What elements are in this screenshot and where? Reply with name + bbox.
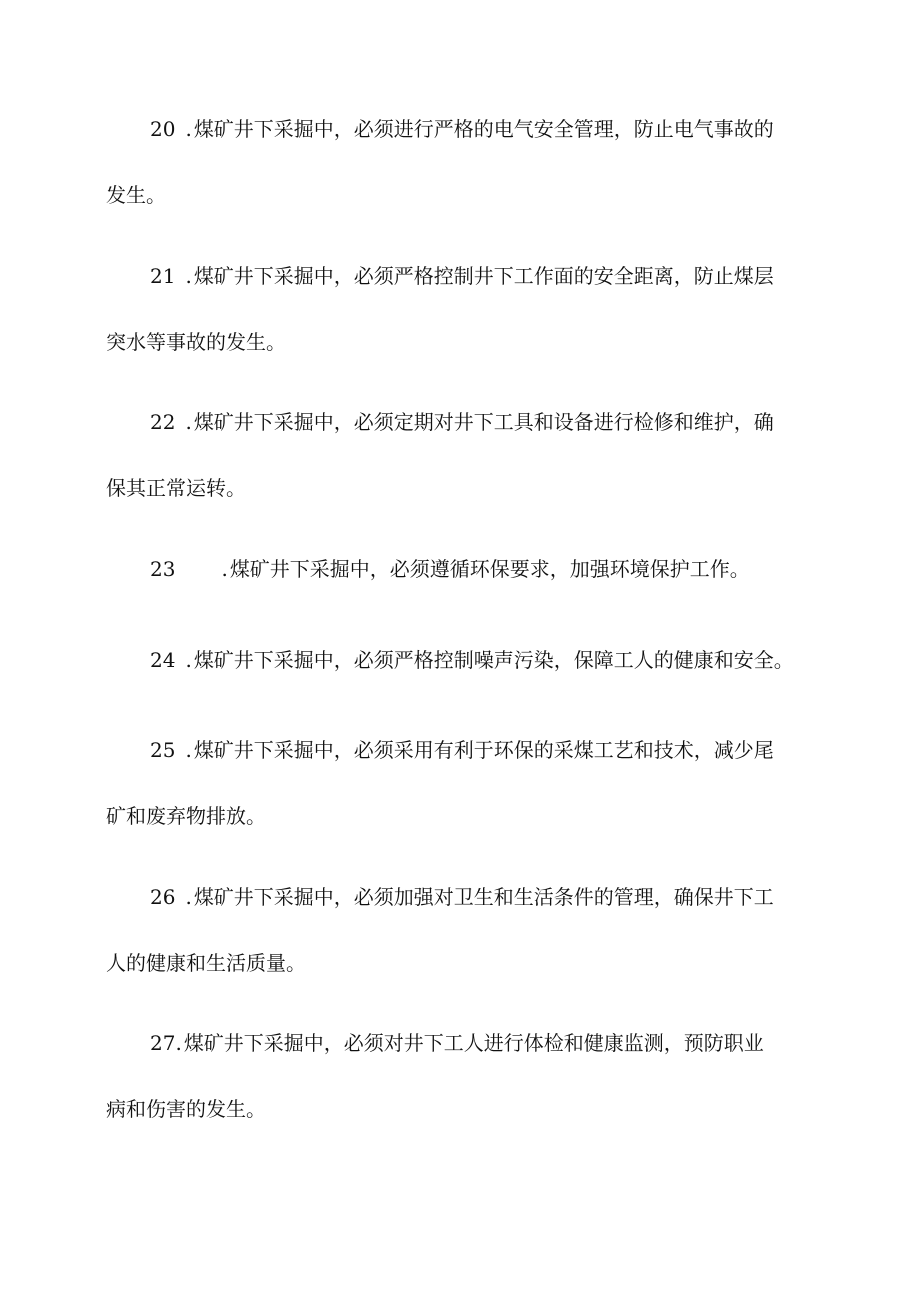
list-item-22 [106,389,822,521]
list-item-20 [106,96,822,228]
item-text: 煤矿井下采掘中，必须对井下工人进行体检和健康监测，预防职业 [183,1031,764,1055]
item-first-line: 26 . 煤矿井下采掘中，必须加强对卫生和生活条件的管理，确保井下工 [106,864,822,930]
item-continuation-line: 矿和废弃物排放。 [106,804,266,828]
item-continuation-line: 发生。 [106,183,166,207]
item-first-line: 25 . 煤矿井下采掘中，必须采用有利于环保的采煤工艺和技术，减少尾 [106,717,822,783]
item-first-line: 24 . 煤矿井下采掘中，必须严格控制噪声污染，保障工人的健康和安全。 [106,627,822,693]
item-text: 煤矿井下采掘中，必须定期对井下工具和设备进行检修和维护，确 [193,410,774,434]
list-item-23 [106,536,822,602]
list-item-26 [106,864,822,996]
item-continuation-line: 人的健康和生活质量。 [106,951,306,975]
list-item-21 [106,243,822,375]
item-number: 23 [150,557,176,581]
item-first-line: 21 . 煤矿井下采掘中，必须严格控制井下工作面的安全距离，防止煤层 [106,243,822,309]
list-item-25 [106,717,822,849]
item-number: 26 [150,885,176,909]
item-continuation-line: 保其正常运转。 [106,476,246,500]
item-number: 24 [150,648,176,672]
item-text: 煤矿井下采掘中，必须遵循环保要求，加强环境保护工作。 [229,557,750,581]
item-first-line: 20 . 煤矿井下采掘中，必须进行严格的电气安全管理，防止电气事故的 [106,96,822,162]
item-text: 煤矿井下采掘中，必须严格控制井下工作面的安全距离，防止煤层 [193,264,774,288]
item-number: 27 [150,1031,176,1055]
item-first-line: 27. 煤矿井下采掘中，必须对井下工人进行体检和健康监测，预防职业 [106,1010,822,1076]
list-item-24 [106,627,822,693]
item-text: 煤矿井下采掘中，必须进行严格的电气安全管理，防止电气事故的 [193,117,774,141]
item-number: 21 [150,264,176,288]
item-text: 煤矿井下采掘中，必须严格控制噪声污染，保障工人的健康和安全。 [193,648,794,672]
item-number: 25 [150,738,176,762]
item-text: 煤矿井下采掘中，必须加强对卫生和生活条件的管理，确保井下工 [193,885,774,909]
item-continuation-line: 突水等事故的发生。 [106,330,286,354]
item-number: 20 [150,117,176,141]
item-first-line: 22 . 煤矿井下采掘中，必须定期对井下工具和设备进行检修和维护，确 [106,389,822,455]
item-text: 煤矿井下采掘中，必须采用有利于环保的采煤工艺和技术，减少尾 [193,738,774,762]
item-continuation-line: 病和伤害的发生。 [106,1097,266,1121]
item-number: 22 [150,410,176,434]
item-first-line: 23 . 煤矿井下采掘中，必须遵循环保要求，加强环境保护工作。 [106,536,822,602]
list-item-27 [106,1010,822,1142]
